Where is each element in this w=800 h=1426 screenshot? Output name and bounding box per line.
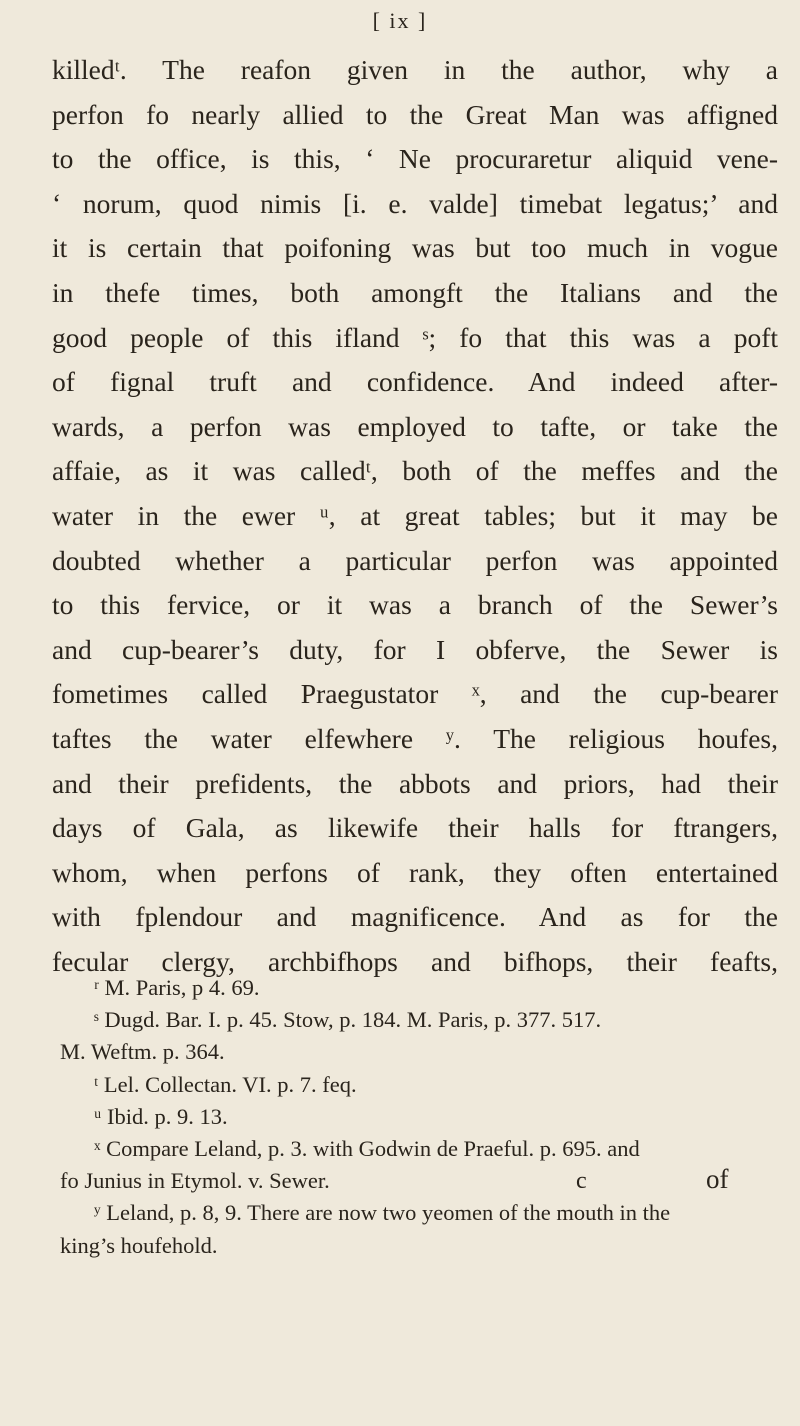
body-line: taftes the water elfewhere ʸ. The religious houfes, [52, 722, 778, 754]
body-line: in thefe times, both amongft the Italians and the [52, 276, 778, 308]
page-number: [ ix ] [372, 8, 428, 33]
footnote: fo Junius in Etymol. v. Sewer. [60, 1168, 330, 1194]
footnote: ˣ Compare Leland, p. 3. with Godwin de Praeful. p. 695. and [94, 1135, 640, 1161]
footnote: ʸ Leland, p. 8, 9. There are now two yeomen of the mouth in the [94, 1200, 671, 1226]
body-line: with fplendour and magnificence. And as for the [52, 901, 778, 933]
body-line: doubted whether a particular perfon was appointed [52, 544, 778, 576]
body-line: days of Gala, as likewife their halls for ftrangers, [52, 812, 778, 844]
body-line: killedᵗ. The reafon given in the author, why a [52, 54, 778, 85]
footnotes [60, 972, 780, 1262]
catchword: of [706, 1164, 729, 1194]
body-line: ‘ norum, quod nimis [i. e. valde] timebat legatus;’ and [52, 187, 778, 219]
footnote: ʳ M. Paris, p 4. 69. [94, 975, 260, 1000]
body-line: and cup-bearer’s duty, for I obferve, the Sewer is [52, 633, 778, 665]
body-line: water in the ewer ᵘ, at great tables; but it may be [52, 499, 778, 531]
body-line: fometimes called Praegustator ˣ, and the cup-bearer [52, 678, 778, 710]
footnote: ᵘ Ibid. p. 9. 13. [94, 1103, 228, 1129]
body-line: perfon fo nearly allied to the Great Man was affigned [52, 98, 778, 130]
signature-mark: c [576, 1168, 587, 1194]
body-line: and their prefidents, the abbots and priors, had their [52, 767, 778, 799]
footnote: M. Weftm. p. 364. [60, 1039, 225, 1065]
footnote: ˢ Dugd. Bar. I. p. 45. Stow, p. 184. M. Paris, p. 377. 517. [94, 1007, 602, 1033]
body-line: wards, a perfon was employed to tafte, or take the [52, 410, 778, 442]
body-line: to the office, is this, ‘ Ne procuraretur aliquid vene- [52, 143, 778, 175]
body-line: of fignal truft and confidence. And indeed after- [52, 366, 778, 398]
body-line: whom, when perfons of rank, they often entertained [52, 856, 778, 888]
body-line: affaie, as it was calledᵗ, both of the meffes and the [52, 455, 778, 487]
body-line: good people of this ifland ˢ; fo that this was a poft [52, 321, 778, 353]
body-text [52, 48, 778, 984]
footnote: ᵗ Lel. Collectan. VI. p. 7. feq. [94, 1071, 357, 1097]
footnote: king’s houfehold. [60, 1232, 218, 1258]
body-line: fecular clergy, archbifhops and bifhops, their feafts, [52, 945, 778, 977]
body-line: it is certain that poifoning was but too much in vogue [52, 232, 778, 264]
body-line: to this fervice, or it was a branch of the Sewer’s [52, 589, 778, 621]
